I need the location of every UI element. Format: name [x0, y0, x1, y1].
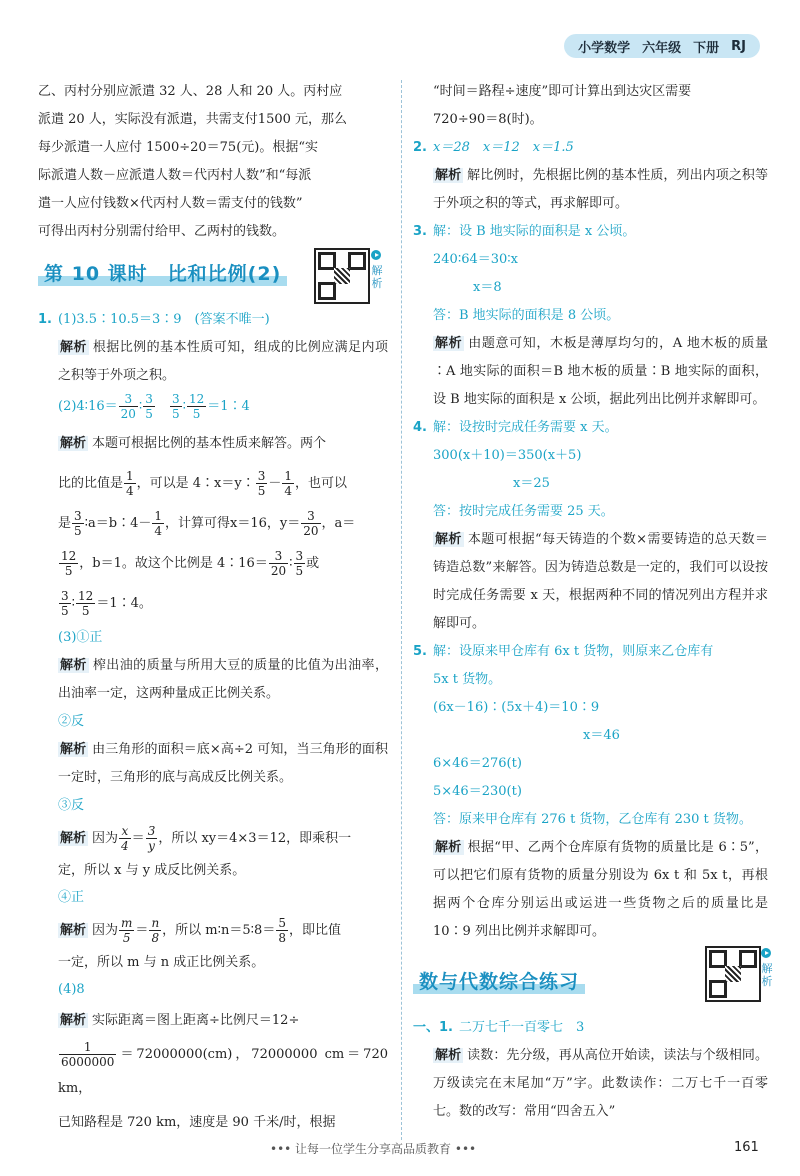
section-title: 第 10 课时 比和比例(2): [38, 260, 287, 288]
analysis-q4: 解析 本题可根据“每天铸造的个数×需要铸造的总天数＝铸造总数”来解答。因为铸造总数是一定的，我们可以设按时完成任务需要 x 天，根据两种不同的情况列出方程并求解即可。: [433, 532, 768, 631]
continued-line: “时间＝路程÷速度”即可计算出到达灾区需要: [433, 84, 692, 99]
header-subject: 小学数学: [578, 40, 631, 56]
analysis-7: 解析 实际距离＝图上距离÷比例尺＝12÷ $\frac{1}{6000000}$ ＝72000000(cm)，72000000 cm＝720 km， 已知路程是 720 km，速度是 90 千米/时，根据: [58, 1013, 388, 1130]
analysis-q5: 解析 根据“甲、乙两个仓库原有货物的质量比是 6∶5”，可以把它们原有货物的质量分别设为 6x t 和 5x t，再根据两个仓库分别运出或运进一些货物之后的质量比是 10∶9 列出比例并求解即可。: [433, 840, 768, 939]
question-number: 1.: [38, 312, 52, 327]
q5-step1: 6×46＝276(t): [433, 756, 522, 771]
qr-label: 解析: [371, 264, 383, 290]
analysis-2: 解析 本题可根据比例的基本性质来解答。两个 比的比值是 $\frac{1}{4}$ ，可以是 4∶x＝y∶ $\frac{3}{5}$ － $\frac{1}{4}$ ，也可以 是 $\frac{3}{5}$ ∶a＝b∶4－ $\frac{1}{4}$ ，计算可得x＝16，y＝ $\frac{3}{20}$ ，a＝ $\frac{12}{5}$ ，b＝1。故这个比例是 4∶16＝ $\frac{3}{20}$ ∶ $\frac{3}{5}$ 或 $\frac{3}{5}$ ∶ $\frac{12}{5}$ ＝1∶4。: [58, 436, 356, 618]
q2-answer: 2. x＝28 x＝12 x＝1.5: [413, 140, 574, 155]
q3-answer: 3. 解：设 B 地实际的面积是 x 公顷。: [413, 224, 636, 239]
header-edition: RJ: [731, 38, 746, 54]
q1-part3d: ④正: [58, 890, 85, 905]
intro-line: 乙、丙村分别应派遣 32 人、28 人和 20 人。丙村应: [38, 84, 343, 99]
q1-part3b: ②反: [58, 714, 85, 729]
q4-result: x＝25: [513, 476, 550, 491]
intro-line: 每少派遣一人应付 1500÷20＝75(元)。根据“实: [38, 140, 318, 155]
continued-line: 720÷90＝8(时)。: [433, 112, 543, 127]
s1-answer: 一、1. 二万七千一百零七 3: [413, 1020, 585, 1035]
analysis-5: 解析 因为 $\frac{x}{4}$ ＝ $\frac{3}{y}$ ，所以 xy＝4×3＝12，即乘积一 定，所以 x 与 y 成反比例关系。: [58, 824, 352, 878]
play-icon[interactable]: [371, 250, 381, 260]
qr-label: 解析: [761, 962, 773, 988]
left-column: [38, 78, 388, 1140]
analysis-label: 解析: [60, 340, 87, 355]
play-icon[interactable]: [761, 948, 771, 958]
page-number: 161: [734, 1140, 759, 1155]
analysis-1: 解析 根据比例的基本性质可知，组成的比例应满足内项之积等于外项之积。: [58, 340, 388, 383]
section-header-review: [413, 960, 773, 1004]
book-header: [564, 34, 760, 58]
right-column: [413, 78, 773, 1126]
q3-conclusion: 答：B 地实际的面积是 8 公顷。: [433, 308, 620, 323]
q4-answer: 4. 解：设按时完成任务需要 x 天。: [413, 420, 618, 435]
analysis-label: 解析: [60, 436, 87, 451]
section-header-lesson10: [38, 252, 388, 296]
intro-line: 派遣 20 人，实际没有派遣，共需支付1500 元，那么: [38, 112, 348, 127]
analysis-6: 解析 因为 $\frac{m}{5}$ ＝ $\frac{n}{8}$ ，所以 m∶n＝5∶8＝ $\frac{5}{8}$ ，即比值 一定，所以 m 与 n 成正比例关系。: [58, 916, 341, 970]
analysis-3: 解析 榨出油的质量与所用大豆的质量的比值为出油率，出油率一定，这两种量成正比例关系。: [58, 658, 388, 701]
analysis-s1: 解析 读数：先分级，再从高位开始读，读法与个级相同。万级读完在末尾加“万”字。此数读作：二万七千一百零七。数的改写：常用“四舍五入”: [433, 1048, 768, 1119]
q1-part3: (3)①正: [58, 630, 103, 645]
q3-result: x＝8: [473, 280, 502, 295]
section-title: 数与代数综合练习: [413, 968, 585, 996]
footer-slogan: ••• 让每一位学生分享高品质教育 •••: [270, 1142, 477, 1156]
intro-line: 遣一人应付钱数×代丙村人数＝需支付的钱数”: [38, 196, 303, 211]
analysis-q2: 解析 解比例时，先根据比例的基本性质，列出内项之积等于外项之积的等式，再求解即可。: [433, 168, 768, 211]
intro-line: 可得出丙村分别需付给甲、乙两村的钱数。: [38, 224, 286, 239]
q3-equation: 240∶64＝30∶x: [433, 252, 518, 267]
header-grade: 六年级: [642, 40, 682, 56]
qr-code-icon[interactable]: [314, 248, 370, 304]
header-term: 下册: [693, 40, 720, 56]
intro-line: 际派遣人数－应派遣人数＝代丙村人数”和“每派: [38, 168, 312, 183]
q1-part1: 1. (1)3.5∶10.5＝3∶9 (答案不唯一): [38, 312, 270, 327]
q1-part4: (4)8: [58, 982, 85, 997]
column-divider: [401, 80, 402, 1140]
q1-part3c: ③反: [58, 798, 85, 813]
q5-answer-cont: 5x t 货物。: [433, 672, 502, 687]
analysis-q3: 解析 由题意可知，木板是薄厚均匀的，A 地木板的质量∶A 地实际的面积＝B 地木板的质量∶B 地实际的面积，设 B 地实际的面积是 x 公顷，据此列出比例并求解即可。: [433, 336, 768, 407]
q5-conclusion: 答：原来甲仓库有 276 t 货物，乙仓库有 230 t 货物。: [433, 812, 752, 827]
q4-equation: 300(x＋10)＝350(x＋5): [433, 448, 582, 463]
qr-code-icon[interactable]: [705, 946, 761, 1002]
q5-answer: 5. 解：设原来甲仓库有 6x t 货物，则原来乙仓库有: [413, 644, 714, 659]
analysis-4: 解析 由三角形的面积＝底×高÷2 可知，当三角形的面积一定时，三角形的底与高成反比例关系。: [58, 742, 388, 785]
q5-step2: 5×46＝230(t): [433, 784, 522, 799]
q4-conclusion: 答：按时完成任务需要 25 天。: [433, 504, 614, 519]
q5-result: x＝46: [583, 728, 620, 743]
q1-part2: (2)4∶16＝ $\frac{3}{20}$ ∶ $\frac{3}{5}$ $\frac{3}{5}$ ∶ $\frac{12}{5}$ ＝1∶4: [58, 392, 250, 421]
q5-equation: (6x－16)∶(5x＋4)＝10∶9: [433, 700, 600, 715]
